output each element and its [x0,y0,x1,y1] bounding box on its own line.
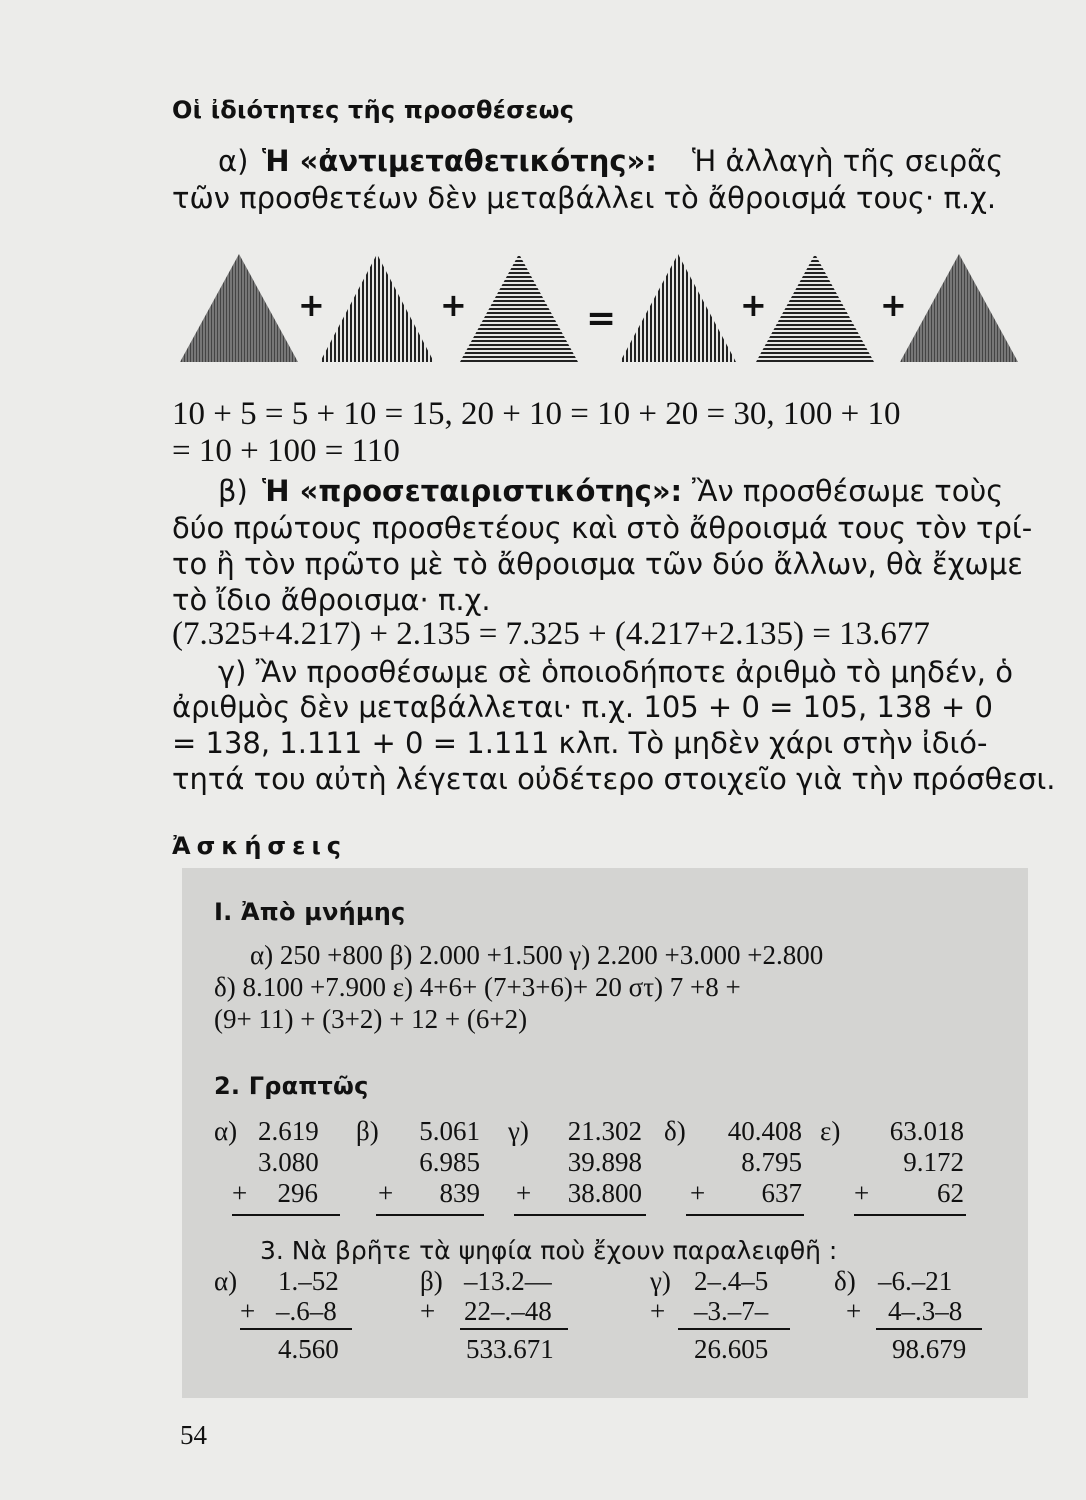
property-b-name: Ἡ «προσεταιριστικότης»: [262,474,683,508]
ex2-g-row-3: 38.800 [567,1178,642,1208]
triangle-dark-2 [898,252,1020,364]
ex3-d-top: –6.–21 [878,1266,953,1296]
ex3-label-b: β) [420,1266,443,1296]
exercise-1-line-1: α) 250 +800 β) 2.000 +1.500 γ) 2.200 +3.000 +2.800 [250,940,824,970]
ex2-col-b [400,1116,480,1209]
property-c-line-4: τητά του αὐτὴ λέγεται οὐδέτερο στοιχεῖο γιὰ τὴν πρόσθεσι. [172,762,1056,796]
ex2-b-row-2: 6.985 [419,1147,480,1177]
exercises-title: Ἀσκήσεις [172,832,348,860]
exercise-3-title: 3. Νὰ βρῆτε τὰ ψηφία ποὺ ἔχουν παραλειφθῆ : [260,1236,838,1265]
ex3-label-a: α) [214,1266,238,1296]
exercise-1-line-2: δ) 8.100 +7.900 ε) 4+6+ (7+3+6)+ 20 στ) 7 +8 + [214,972,741,1002]
triangle-dark-1 [178,252,300,364]
equals-sign: = [586,298,617,339]
ex2-g-row-2: 39.898 [567,1147,642,1177]
property-b-text-1: Ἂν προσθέσωμε τοὺς [692,474,1004,508]
ex2-col-g [548,1116,642,1209]
property-a-text-1: Ἡ ἀλλαγὴ τῆς σειρᾶς [692,144,1004,178]
triangle-vertical-1 [318,252,436,364]
ex3-sum-line-a [240,1328,352,1330]
property-c-line-3: = 138, 1.111 + 0 = 1.111 κλπ. Τὸ μηδὲν χάρι στὴν ἰδιό- [172,726,988,760]
examples-a-line-2: = 10 + 100 = 110 [172,433,400,469]
ex3-a-sum: 4.560 [278,1334,339,1364]
ex3-a-addend: –.6–8 [276,1296,337,1326]
property-b-text-3: το ἢ τὸν πρῶτο μὲ τὸ ἄθροισμα τῶν δύο ἄλλων, θὰ ἔχωμε [172,547,1023,581]
ex3-label-d: δ) [834,1266,856,1296]
ex3-plus-d: + [846,1296,862,1326]
ex2-sum-line-d [686,1214,804,1216]
ex2-d-row-3: 637 [761,1178,802,1208]
ex3-g-sum: 26.605 [694,1334,769,1364]
ex2-b-row-1: 5.061 [419,1116,480,1146]
ex3-b-top: –13.2— [464,1266,552,1296]
ex2-sum-line-g [514,1214,646,1216]
ex2-sum-line-e [854,1214,966,1216]
ex3-plus-g: + [650,1296,666,1326]
ex2-col-e [868,1116,964,1209]
ex2-label-a: α) [214,1116,238,1146]
ex3-g-top: 2–.4–5 [694,1266,769,1296]
ex3-g-addend: –3.–7– [694,1296,769,1326]
ex2-a-row-3: 296 [277,1178,318,1208]
ex3-d-sum: 98.679 [892,1334,967,1364]
property-a-marker: α) [218,144,249,178]
ex3-label-g: γ) [650,1266,671,1296]
property-c-line-1: γ) Ἂν προσθέσωμε σὲ ὁποιοδήποτε ἀριθμὸ τὸ μηδέν, ὁ [218,655,1013,689]
property-a-name: Ἡ «ἀντιμεταθετικότης»: [262,144,657,178]
ex3-b-sum: 533.671 [466,1334,554,1364]
ex2-plus-b: + [378,1178,394,1208]
property-a-text-2: τῶν προσθετέων δὲν μεταβάλλει τὸ ἄθροισμά τους· π.χ. [172,181,997,215]
plus-sign-4: + [880,286,907,324]
ex2-label-e: ε) [820,1116,841,1146]
triangle-vertical-2 [618,252,738,364]
property-c-line-2: ἀριθμὸς δὲν μεταβάλλεται· π.χ. 105 + 0 = 105, 138 + 0 [172,690,993,724]
ex2-a-row-1: 2.619 [258,1116,319,1146]
triangle-horizontal-2 [754,252,876,364]
exercise-1-title: Ι. Ἀπὸ μνήμης [214,898,406,926]
ex3-sum-line-d [876,1328,982,1330]
plus-sign-2: + [440,286,467,324]
ex2-sum-line-a [232,1214,340,1216]
plus-sign-1: + [298,286,325,324]
exercise-1-line-3: (9+ 11) + (3+2) + 12 + (6+2) [214,1004,528,1034]
ex3-sum-line-g [678,1328,790,1330]
page-number: 54 [180,1420,207,1450]
ex2-plus-g: + [516,1178,532,1208]
ex2-plus-a: + [232,1178,248,1208]
ex2-plus-d: + [690,1178,706,1208]
ex2-label-d: δ) [664,1116,686,1146]
property-b-example: (7.325+4.217) + 2.135 = 7.325 + (4.217+2.135) = 13.677 [172,616,930,652]
property-b-text-4: τὸ ἴδιο ἄθροισμα· π.χ. [172,583,491,617]
ex2-b-row-3: 839 [439,1178,480,1208]
ex2-e-row-2: 9.172 [903,1147,964,1177]
ex2-col-d [708,1116,802,1209]
ex2-col-a [258,1116,318,1209]
property-b-text-2: δύο πρώτους προσθετέους καὶ στὸ ἄθροισμά τους τὸν τρί- [172,511,1033,545]
ex2-g-row-1: 21.302 [567,1116,642,1146]
ex3-b-addend: 22–.–48 [464,1296,552,1326]
ex3-plus-a: + [240,1296,256,1326]
ex3-plus-b: + [420,1296,436,1326]
ex2-d-row-2: 8.795 [741,1147,802,1177]
section-title: Οἱ ἰδιότητες τῆς προσθέσεως [172,96,575,124]
ex2-a-row-2: 3.080 [258,1147,319,1177]
plus-sign-3: + [740,286,767,324]
property-b-marker: β) [218,474,248,508]
ex2-d-row-1: 40.408 [727,1116,802,1146]
ex2-label-g: γ) [508,1116,529,1146]
ex2-e-row-3: 62 [937,1178,964,1208]
ex2-label-b: β) [356,1116,379,1146]
ex2-sum-line-b [376,1214,484,1216]
ex3-sum-line-b [460,1328,568,1330]
ex2-e-row-1: 63.018 [889,1116,964,1146]
examples-a-line-1: 10 + 5 = 5 + 10 = 15, 20 + 10 = 10 + 20 = 30, 100 + 10 [172,396,901,432]
exercise-2-title: 2. Γραπτῶς [214,1072,369,1100]
triangle-horizontal-1 [458,252,580,364]
ex3-a-top: 1.–52 [278,1266,339,1296]
ex3-d-addend: 4–.3–8 [888,1296,963,1326]
ex2-plus-e: + [854,1178,870,1208]
